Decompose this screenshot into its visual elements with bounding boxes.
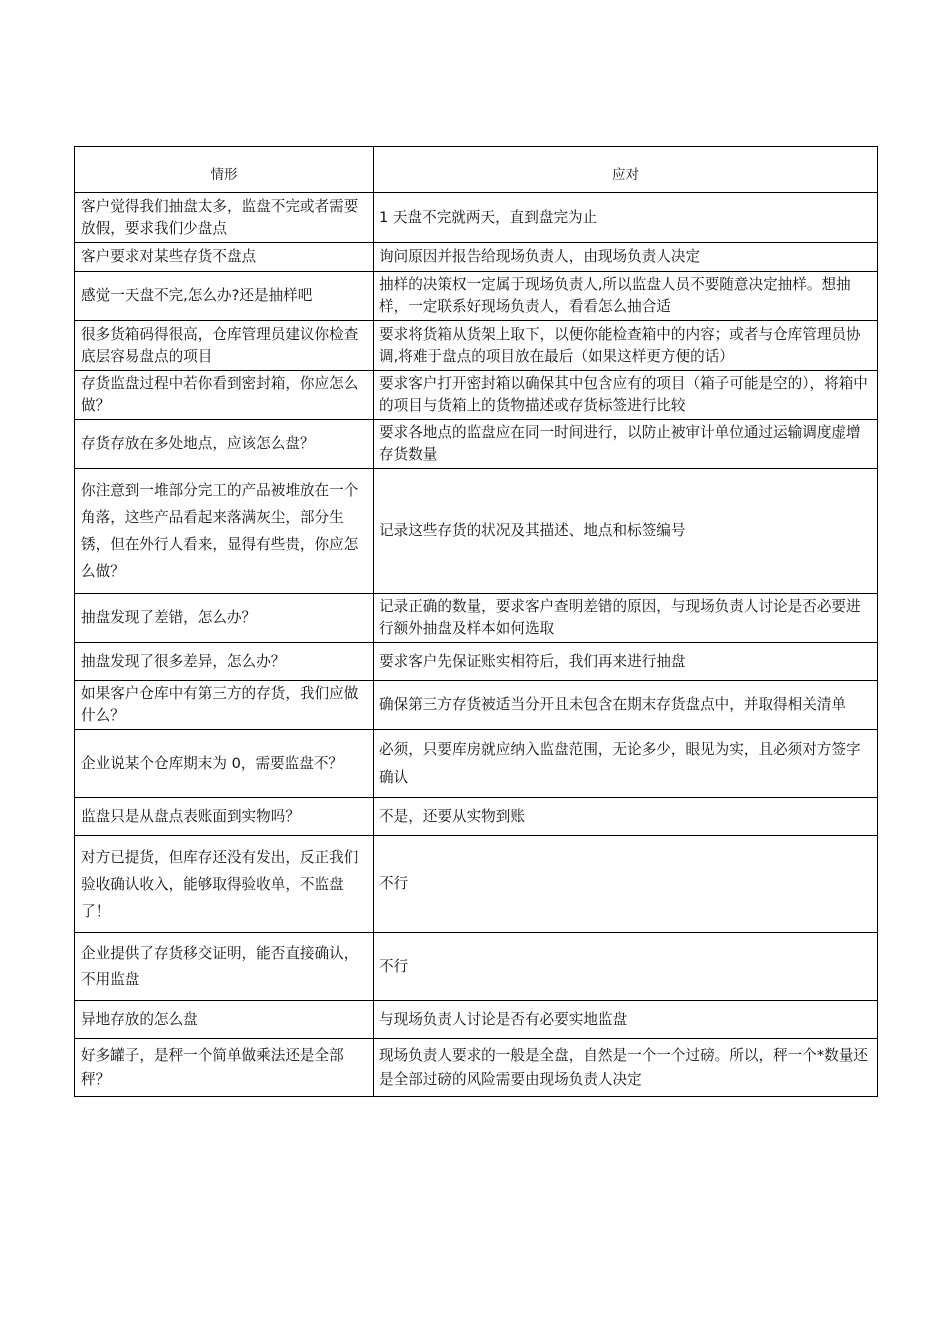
response-cell: 确保第三方存货被适当分开且未包含在期末存货盘点中，并取得相关清单	[374, 681, 878, 730]
table-row	[75, 1039, 878, 1097]
table-row	[75, 272, 878, 321]
table-row	[75, 243, 878, 272]
situation-cell: 异地存放的怎么盘	[75, 1001, 374, 1039]
situation-cell: 客户要求对某些存货不盘点	[75, 243, 374, 272]
response-cell: 要求客户打开密封箱以确保其中包含应有的项目（箱子可能是空的），将箱中的项目与货箱上的货物描述或存货标签进行比较	[374, 371, 878, 420]
table-row	[75, 836, 878, 933]
situation-cell: 很多货箱码得很高，仓库管理员建议你检查底层容易盘点的项目	[75, 321, 374, 371]
response-cell: 现场负责人要求的一般是全盘，自然是一个一个过磅。所以，秤一个*数量还是全部过磅的风险需要由现场负责人决定	[374, 1039, 878, 1097]
situation-cell: 你注意到一堆部分完工的产品被堆放在一个角落，这些产品看起来落满灰尘，部分生锈，但在外行人看来，显得有些贵，你应怎么做？	[75, 469, 374, 594]
table-row	[75, 730, 878, 798]
table-row	[75, 371, 878, 420]
situation-cell: 存货存放在多处地点，应该怎么盘？	[75, 420, 374, 469]
situation-cell: 抽盘发现了差错，怎么办？	[75, 594, 374, 643]
response-cell: 要求各地点的监盘应在同一时间进行，以防止被审计单位通过运输调度虚增存货数量	[374, 420, 878, 469]
response-cell: 不行	[374, 836, 878, 933]
table-row	[75, 933, 878, 1001]
situation-cell: 监盘只是从盘点表账面到实物吗？	[75, 798, 374, 836]
table-row	[75, 469, 878, 594]
response-cell: 不行	[374, 933, 878, 1001]
response-cell: 必须，只要库房就应纳入监盘范围，无论多少，眼见为实，且必须对方签字确认	[374, 730, 878, 798]
situation-cell: 如果客户仓库中有第三方的存货，我们应做什么？	[75, 681, 374, 730]
situation-cell: 感觉一天盘不完,怎么办?还是抽样吧	[75, 272, 374, 321]
response-cell: 不是，还要从实物到账	[374, 798, 878, 836]
response-cell: 抽样的决策权一定属于现场负责人,所以监盘人员不要随意决定抽样。想抽样，一定联系好现场负责人，看看怎么抽合适	[374, 272, 878, 321]
situation-cell: 企业说某个仓库期末为 0，需要监盘不？	[75, 730, 374, 798]
table-row	[75, 643, 878, 681]
table-header-row	[75, 147, 878, 193]
response-cell: 记录正确的数量，要求客户查明差错的原因，与现场负责人讨论是否必要进行额外抽盘及样本如何选取	[374, 594, 878, 643]
situation-cell: 客户觉得我们抽盘太多，监盘不完或者需要放假，要求我们少盘点	[75, 193, 374, 243]
table-row	[75, 321, 878, 371]
table-row	[75, 594, 878, 643]
response-cell: 与现场负责人讨论是否有必要实地监盘	[374, 1001, 878, 1039]
table-row	[75, 420, 878, 469]
response-cell: 询问原因并报告给现场负责人，由现场负责人决定	[374, 243, 878, 272]
table-row	[75, 193, 878, 243]
inventory-qa-table	[74, 146, 878, 1097]
response-cell: 记录这些存货的状况及其描述、地点和标签编号	[374, 469, 878, 594]
header-situation: 情形	[75, 147, 374, 193]
table-row	[75, 681, 878, 730]
situation-cell: 好多罐子，是秤一个简单做乘法还是全部秤？	[75, 1039, 374, 1097]
situation-cell: 抽盘发现了很多差异，怎么办？	[75, 643, 374, 681]
response-cell: 要求将货箱从货架上取下，以便你能检查箱中的内容；或者与仓库管理员协调,将难于盘点的项目放在最后（如果这样更方便的话）	[374, 321, 878, 371]
response-cell: 要求客户先保证账实相符后，我们再来进行抽盘	[374, 643, 878, 681]
table-row	[75, 798, 878, 836]
situation-cell: 对方已提货，但库存还没有发出，反正我们验收确认收入，能够取得验收单，不监盘了！	[75, 836, 374, 933]
response-cell: 1 天盘不完就两天，直到盘完为止	[374, 193, 878, 243]
table-row	[75, 1001, 878, 1039]
header-response: 应对	[374, 147, 878, 193]
situation-cell: 存货监盘过程中若你看到密封箱，你应怎么做？	[75, 371, 374, 420]
situation-cell: 企业提供了存货移交证明，能否直接确认，不用监盘	[75, 933, 374, 1001]
